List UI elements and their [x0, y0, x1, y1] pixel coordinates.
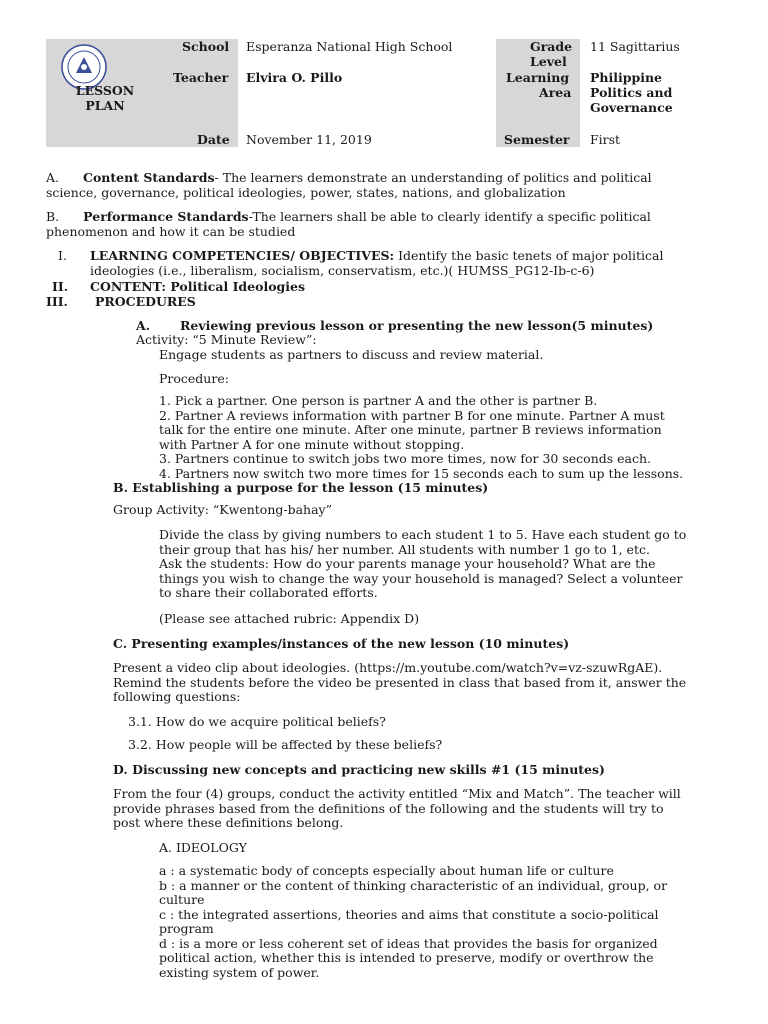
lesson-plan-title: LESSON PLAN: [75, 83, 135, 113]
ideology-heading: A. IDEOLOGY: [159, 840, 247, 855]
grade-label: Grade Level: [530, 39, 573, 69]
lesson-plan-header: [46, 39, 728, 147]
proc-b-title: B. Establishing a purpose for the lesson (15 minutes): [113, 480, 489, 495]
proc-a-activity: Activity: “5 Minute Review”:: [136, 332, 317, 347]
date-label: Date: [197, 132, 230, 147]
proc-c-question-1: 3.1. How do we acquire political beliefs?: [128, 714, 386, 729]
header-label-column: [164, 39, 238, 147]
proc-c-text: Present a video clip about ideologies. (https://m.youtube.com/watch?v=vz-szuwRgAE). Remind the students before the video be presented in class that based from it, answer the following questions:: [113, 660, 687, 704]
proc-b-rubric: (Please see attached rubric: Appendix D): [159, 611, 420, 626]
content-heading: CONTENT: Political Ideologies: [90, 279, 306, 294]
procedures-marker: III.: [46, 294, 68, 309]
proc-a-procedure-label: Procedure:: [159, 371, 229, 386]
procedures-heading: PROCEDURES: [95, 294, 196, 309]
teacher-value: Elvira O. Pillo: [246, 70, 343, 85]
objectives-marker: I.: [58, 248, 67, 263]
date-value: November 11, 2019: [246, 132, 372, 147]
proc-c-question-2: 3.2. How people will be affected by these beliefs?: [128, 737, 443, 752]
proc-b-group: Group Activity: “Kwentong-bahay”: [113, 502, 333, 517]
proc-a-steps: 1. Pick a partner. One person is partner A and the other is partner B. 2. Partner A reviews information with partner B for one minute. Partner A must talk for the entire one minute. After one minute, partner B reviews information with Partner A for one minute without stopping. 3. Partners continue to switch jobs two more times, now for 30 seconds each. 4. Partners now switch two more times for 15 seconds each to sum up the lessons.: [159, 393, 684, 481]
proc-d-text: From the four (4) groups, conduct the activity entitled “Mix and Match”. The teacher will provide phrases based from the definitions of the following and the students will try to post where these definitions belong.: [113, 786, 681, 830]
ideology-definitions: a : a systematic body of concepts especially about human life or culture b : a manner or the content of thinking characteristic of an individual, group, or culture c : the integrated assertions, theories and aims that constitute a socio-political program d : is a more or less coherent set of ideas that provides the basis for organized political action, whether this is intended to preserve, modify or overthrow the existing system of power.: [159, 863, 668, 980]
proc-d-title: D. Discussing new concepts and practicing new skills #1 (15 minutes): [113, 762, 605, 777]
semester-label: Semester: [504, 132, 570, 147]
learning-area-label: Learning Area: [506, 70, 572, 100]
proc-a-title: Reviewing previous lesson or presenting the new lesson(5 minutes): [180, 318, 654, 333]
teacher-label: Teacher: [173, 70, 229, 85]
learning-area-value: Philippine Politics and Governance: [590, 70, 673, 115]
proc-c-title: C. Presenting examples/instances of the new lesson (10 minutes): [113, 636, 570, 651]
content-standards: A. Content Standards- The learners demonstrate an understanding of politics and political science, governance, political ideologies, power, states, nations, and globalization: [46, 170, 652, 200]
learning-competencies: LEARNING COMPETENCIES/ OBJECTIVES: Identify the basic tenets of major political ideologies (i.e., liberalism, socialism, conservatism, etc.)( HUMSS_PG12-Ib-c-6): [90, 248, 664, 278]
grade-value: 11 Sagittarius: [590, 39, 680, 54]
performance-standards: B. Performance Standards-The learners shall be able to clearly identify a specific political phenomenon and how it can be studied: [46, 209, 651, 239]
content-marker: II.: [52, 279, 69, 294]
school-value: Esperanza National High School: [246, 39, 453, 54]
semester-value: First: [590, 132, 621, 147]
proc-a-marker: A.: [136, 318, 151, 333]
school-label: School: [182, 39, 230, 54]
proc-b-text: Divide the class by giving numbers to each student 1 to 5. Have each student go to their group that has his/ her number. All students with number 1 go to 1, etc. Ask the students: How do your parents manage your household? What are the things you wish to change the way your household is managed? Select a volunteer to share their collaborated efforts.: [159, 527, 687, 600]
proc-a-engage: Engage students as partners to discuss and review material.: [159, 347, 544, 362]
